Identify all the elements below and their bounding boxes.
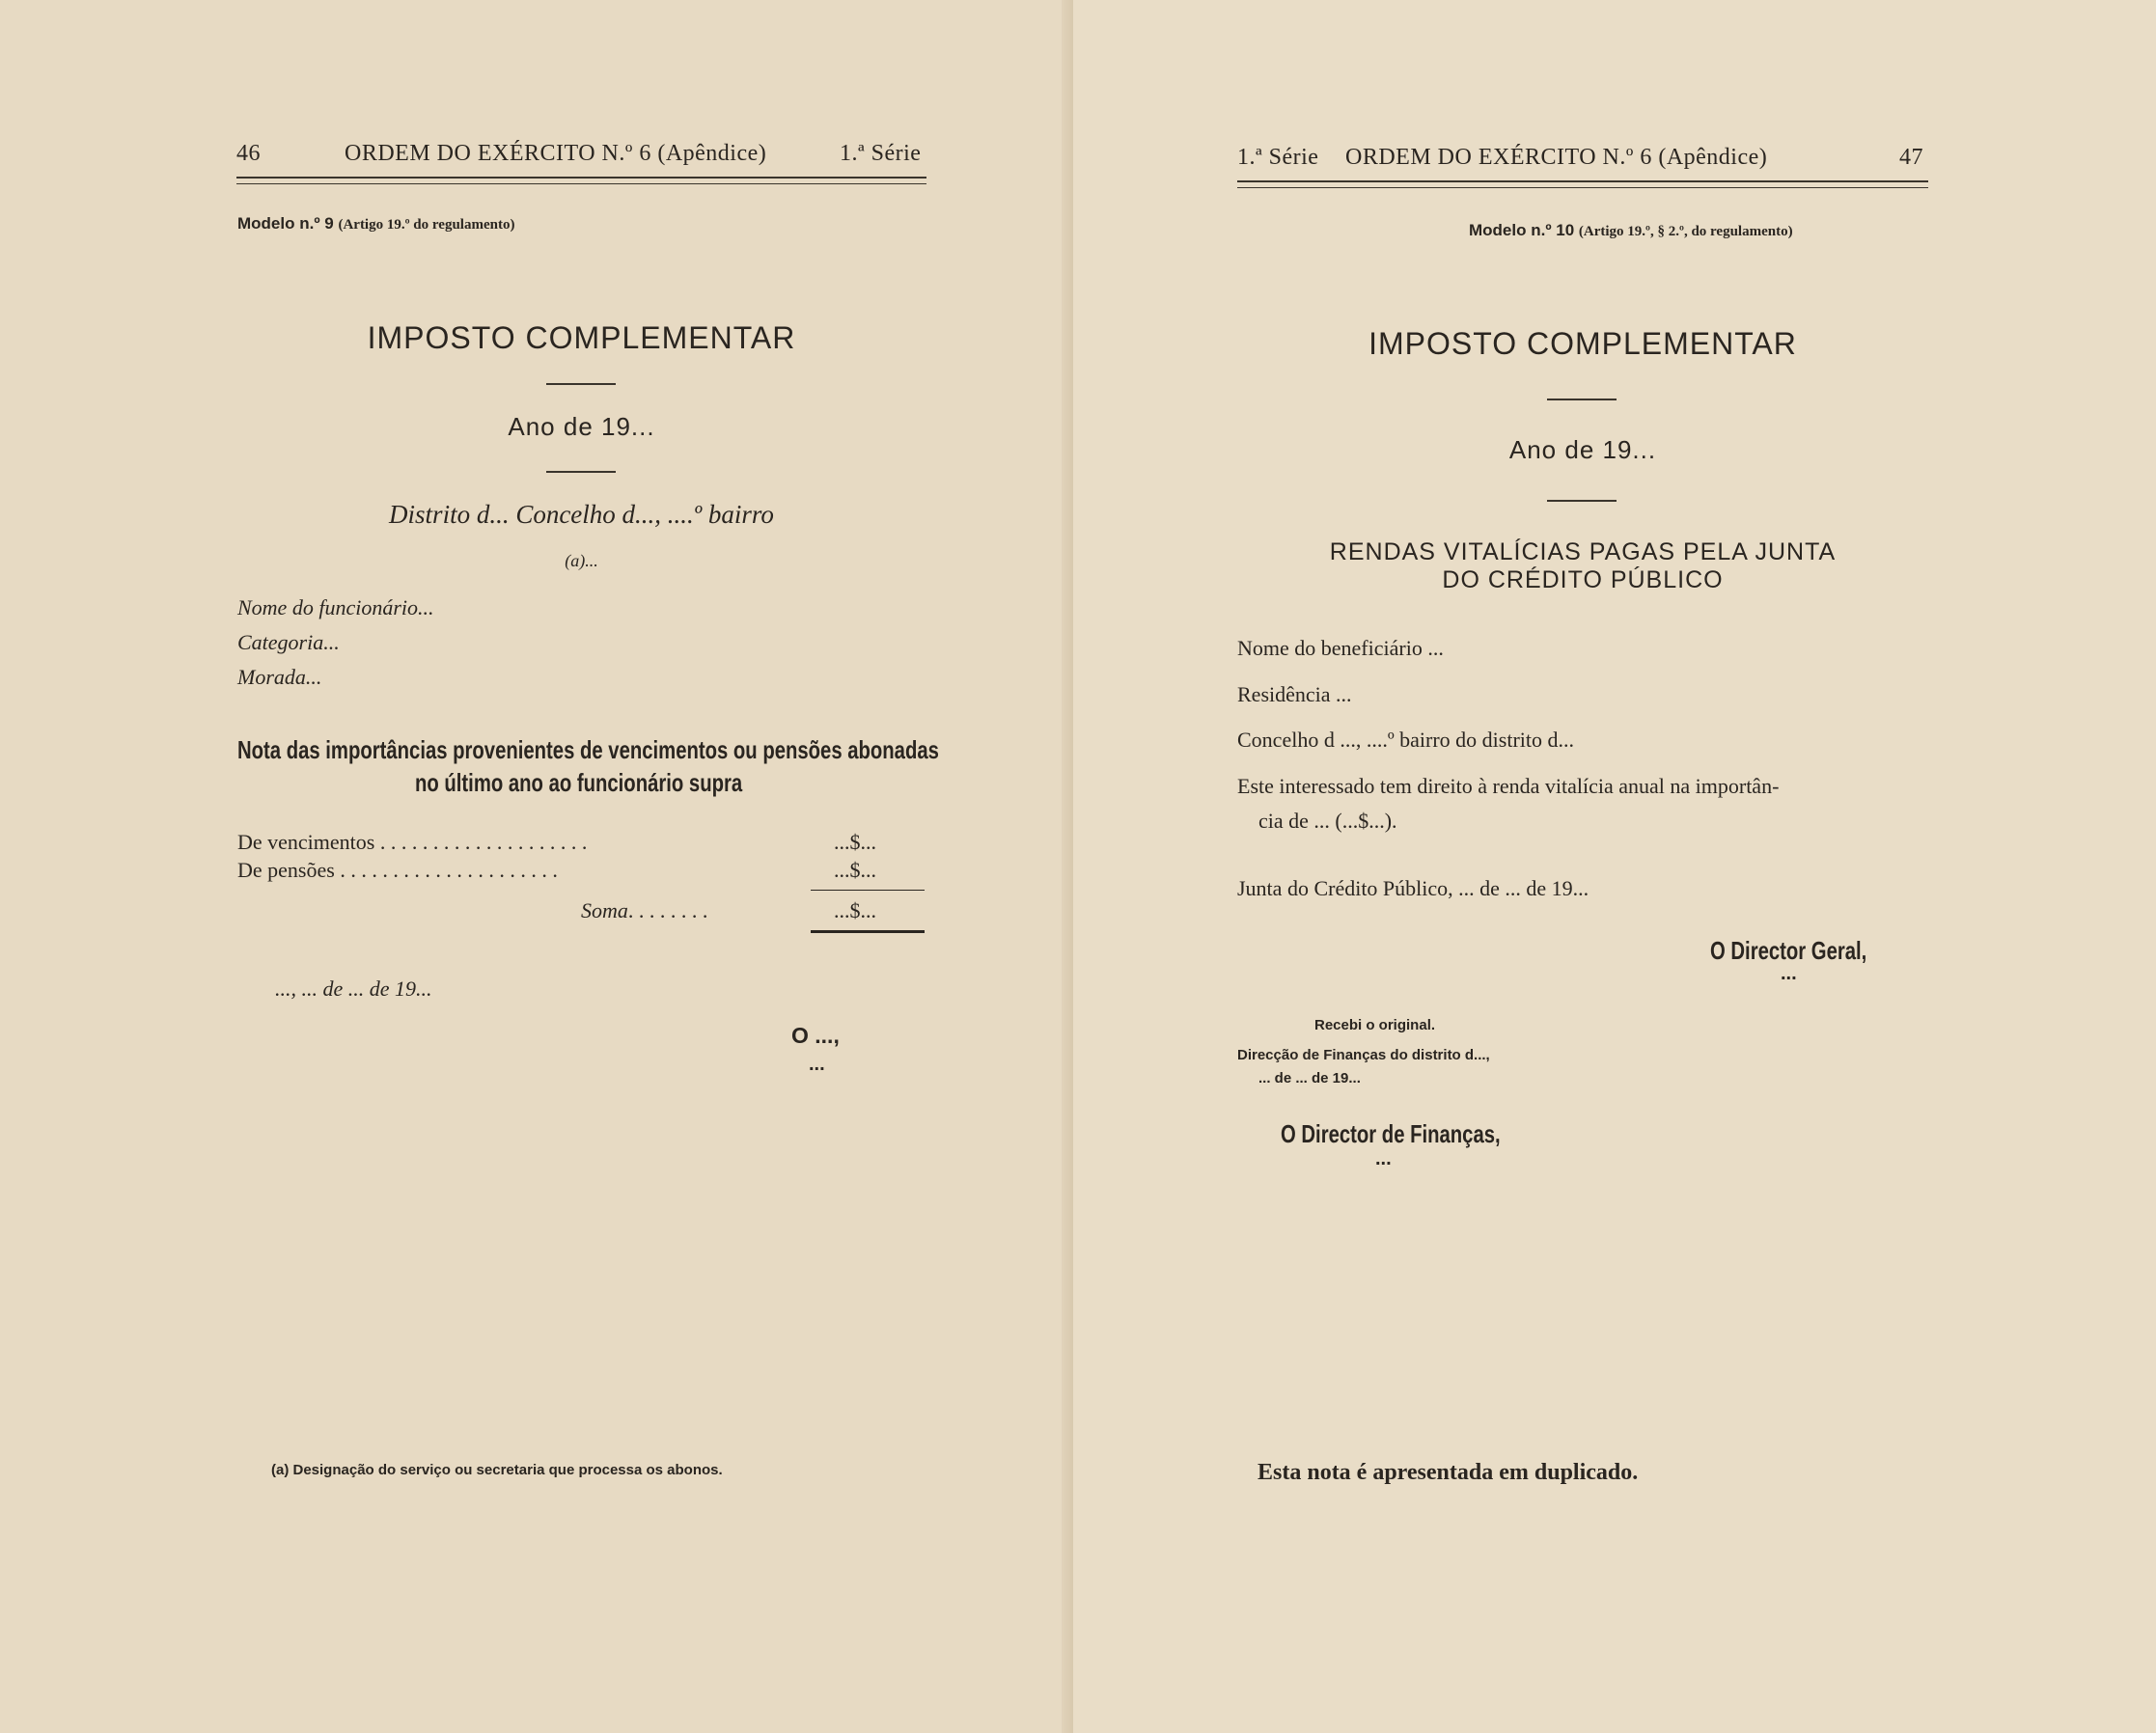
left-footnote: (a) Designação do serviço ou secretaria que processa os abonos. (271, 1462, 723, 1478)
right-entitlement-1: Este interessado tem direito à renda vitalícia anual na importân- (1237, 774, 1780, 798)
right-received-3: ... de ... de 19... (1258, 1070, 1361, 1087)
left-year: Ano de 19... (508, 412, 655, 441)
left-page (0, 0, 1073, 1733)
left-date-line: ..., ... de ... de 19... (275, 977, 432, 1001)
left-sum (581, 898, 707, 923)
right-year-rule (1547, 500, 1617, 502)
left-sum-leader: . . . . . . . . (627, 898, 708, 922)
left-item-vencimentos (237, 830, 587, 855)
left-header-title: ORDEM DO EXÉRCITO N.º 6 (Apêndice) (345, 141, 767, 166)
left-item-pensoes-label: De pensões (237, 858, 335, 882)
right-header-series: 1.ª Série (1237, 145, 1319, 170)
left-nota-title (237, 735, 1125, 765)
right-junta-date: Junta do Crédito Público, ... de ... de 19... (1237, 876, 1589, 900)
right-title: IMPOSTO COMPLEMENTAR (1368, 326, 1797, 361)
right-page-number: 47 (1899, 145, 1923, 170)
left-field-category: Categoria... (237, 630, 340, 654)
right-beneficiary: Nome do beneficiário ... (1237, 636, 1444, 660)
right-header-title: ORDEM DO EXÉRCITO N.º 6 (Apêndice) (1345, 145, 1768, 170)
right-header-rule (1237, 180, 1928, 188)
right-title-rule (1547, 399, 1617, 400)
right-modelo-ref: (Artigo 19.º, § 2.º, do regulamento) (1578, 224, 1793, 239)
left-nota-title-line1: Nota das importâncias provenientes de vencimentos ou pensões abonadas (237, 735, 939, 764)
left-service-note: (a)... (565, 551, 598, 570)
left-sum-double-rule (811, 930, 925, 933)
left-signature: O ..., (791, 1023, 840, 1048)
right-modelo (1469, 221, 1793, 240)
left-modelo (237, 214, 514, 234)
left-field-name: Nome do funcionário... (237, 595, 434, 619)
left-item-vencimentos-leader: . . . . . . . . . . . . . . . . . . . . (379, 830, 588, 854)
left-sum-rule (811, 890, 925, 891)
right-concelho: Concelho d ..., ....º bairro do distrito d... (1237, 728, 1575, 752)
left-item-pensoes-leader: . . . . . . . . . . . . . . . . . . . . . (340, 858, 558, 882)
right-received-2: Direcção de Finanças do distrito d..., (1237, 1047, 1490, 1063)
left-modelo-ref: (Artigo 19.º do regulamento) (338, 217, 515, 233)
left-page-number: 46 (236, 141, 261, 166)
left-item-vencimentos-label: De vencimentos (237, 830, 375, 854)
left-district-line: Distrito d... Concelho d..., ....º bairro (389, 500, 774, 529)
left-header-series: 1.ª Série (840, 141, 922, 166)
left-nota-title-2 (415, 768, 835, 798)
left-item-pensoes-amount: ...$... (834, 858, 876, 882)
right-entitlement-2: cia de ... (...$...). (1258, 809, 1397, 833)
left-item-pensoes (237, 858, 558, 883)
right-modelo-label: Modelo n.º 10 (1469, 221, 1575, 239)
left-sum-amount: ...$... (834, 898, 876, 922)
right-director-geral-dots: ... (1781, 963, 1797, 984)
right-heading-line1: RENDAS VITALÍCIAS PAGAS PELA JUNTA (1329, 538, 1837, 565)
left-modelo-label: Modelo n.º 9 (237, 214, 334, 233)
right-director-financas: O Director de Finanças, (1281, 1119, 1501, 1148)
left-field-address: Morada... (237, 665, 322, 689)
right-closing-note: Esta nota é apresentada em duplicado. (1258, 1460, 1639, 1485)
right-residence: Residência ... (1237, 682, 1352, 706)
left-year-rule (546, 471, 616, 473)
left-sum-label: Soma (581, 898, 628, 922)
right-heading-line2: DO CRÉDITO PÚBLICO (1442, 566, 1724, 593)
left-item-vencimentos-amount: ...$... (834, 830, 876, 854)
left-signature-dots: ... (809, 1054, 825, 1075)
left-header-rule (236, 177, 926, 184)
left-title-rule (546, 383, 616, 385)
left-title: IMPOSTO COMPLEMENTAR (367, 320, 796, 355)
right-director-financas-dots: ... (1375, 1148, 1392, 1169)
right-page (1073, 0, 2156, 1733)
right-received-1: Recebi o original. (1314, 1017, 1436, 1033)
right-year: Ano de 19... (1508, 435, 1657, 464)
right-director-geral: O Director Geral, (1710, 936, 1867, 965)
right-heading (1237, 538, 1928, 594)
left-nota-title-line2: no último ano ao funcionário supra (415, 768, 743, 797)
